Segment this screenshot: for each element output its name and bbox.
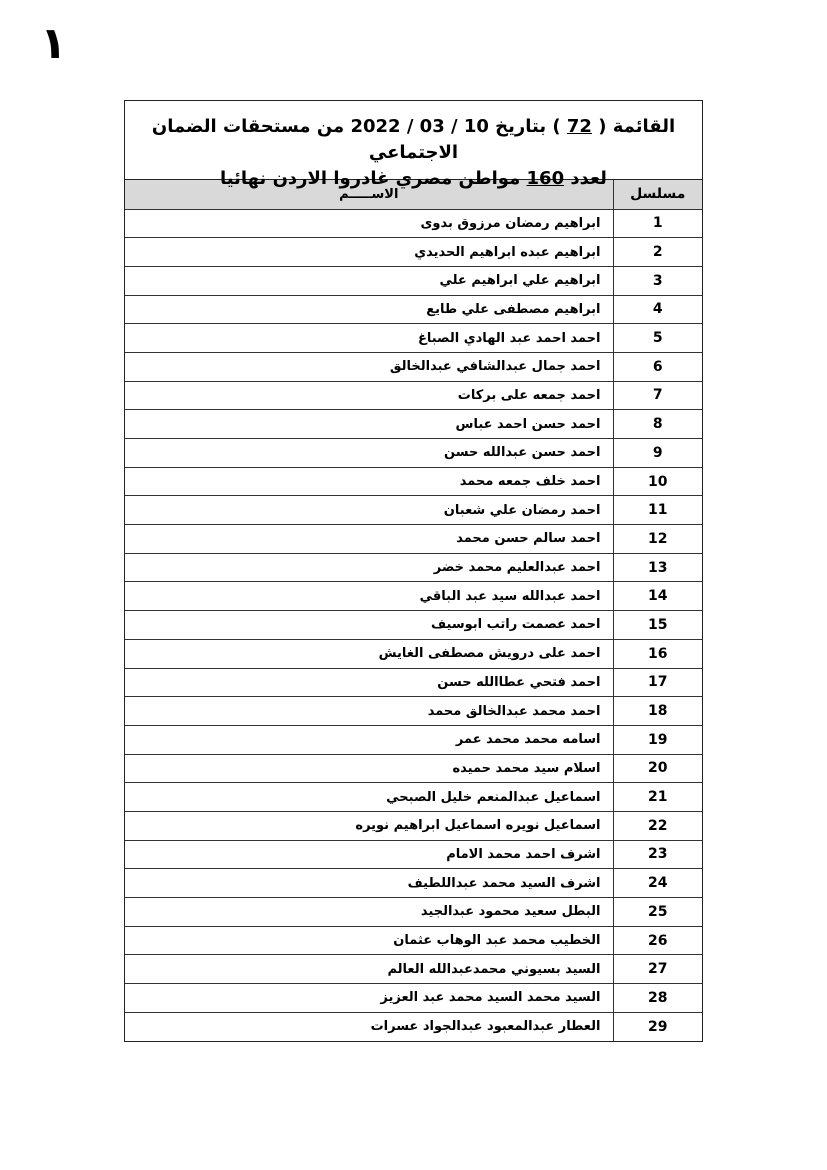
table-row	[125, 209, 702, 238]
count-suffix: مواطن مصري غادروا الاردن نهائيا	[220, 168, 521, 189]
title-suffix: ) بتاريخ 10 / 03 / 2022 من مستحقات الضمان الاجتماعي	[151, 116, 561, 163]
serial-cell: 11	[613, 496, 702, 525]
table-row	[125, 467, 702, 496]
serial-cell: 2	[613, 238, 702, 267]
name-cell: السيد محمد السيد محمد عبد العزيز	[125, 984, 613, 1013]
name-cell: احمد حسن احمد عباس	[125, 410, 613, 439]
table-row	[125, 840, 702, 869]
table-row	[125, 611, 702, 640]
table-row	[125, 324, 702, 353]
name-cell: احمد حسن عبدالله حسن	[125, 439, 613, 468]
table-row	[125, 238, 702, 267]
title-prefix: القائمة (	[598, 116, 676, 137]
serial-cell: 1	[613, 209, 702, 238]
header-name: الاســـــم	[125, 180, 613, 209]
name-cell: البطل سعيد محمود عبدالجيد	[125, 898, 613, 927]
serial-cell: 29	[613, 1012, 702, 1041]
name-cell: ابراهيم علي ابراهيم علي	[125, 266, 613, 295]
name-cell: اسماعيل عبدالمنعم خليل الصبحي	[125, 783, 613, 812]
name-cell: ابراهيم عبده ابراهيم الحديدي	[125, 238, 613, 267]
serial-cell: 17	[613, 668, 702, 697]
table-row	[125, 582, 702, 611]
table-row	[125, 496, 702, 525]
name-cell: احمد عبدالله سيد عبد الباقي	[125, 582, 613, 611]
serial-cell: 18	[613, 697, 702, 726]
serial-cell: 7	[613, 381, 702, 410]
serial-cell: 26	[613, 926, 702, 955]
table-row	[125, 381, 702, 410]
name-cell: اشرف احمد محمد الامام	[125, 840, 613, 869]
table-row	[125, 955, 702, 984]
list-number: 72	[566, 116, 592, 137]
table-row	[125, 295, 702, 324]
names-table	[125, 180, 702, 1041]
serial-cell: 3	[613, 266, 702, 295]
name-cell: احمد محمد عبدالخالق محمد	[125, 697, 613, 726]
name-cell: احمد جمال عبدالشافي عبدالخالق	[125, 352, 613, 381]
serial-cell: 4	[613, 295, 702, 324]
serial-cell: 13	[613, 553, 702, 582]
name-cell: احمد خلف جمعه محمد	[125, 467, 613, 496]
table-row	[125, 352, 702, 381]
serial-cell: 10	[613, 467, 702, 496]
table-row	[125, 697, 702, 726]
table-row	[125, 783, 702, 812]
table-row	[125, 439, 702, 468]
name-cell: ابراهيم رمضان مرزوق بدوى	[125, 209, 613, 238]
table-row	[125, 811, 702, 840]
serial-cell: 16	[613, 639, 702, 668]
serial-cell: 21	[613, 783, 702, 812]
serial-cell: 24	[613, 869, 702, 898]
serial-cell: 8	[613, 410, 702, 439]
table-row	[125, 266, 702, 295]
name-cell: الخطيب محمد عبد الوهاب عثمان	[125, 926, 613, 955]
name-cell: احمد فتحي عطاالله حسن	[125, 668, 613, 697]
table-row	[125, 926, 702, 955]
serial-cell: 19	[613, 725, 702, 754]
table-row	[125, 410, 702, 439]
serial-cell: 25	[613, 898, 702, 927]
citizen-count: 160	[526, 168, 565, 189]
header-serial: مسلسل	[613, 180, 702, 209]
serial-cell: 6	[613, 352, 702, 381]
name-cell: احمد جمعه على بركات	[125, 381, 613, 410]
name-cell: احمد على درويش مصطفى الغايش	[125, 639, 613, 668]
table-row	[125, 725, 702, 754]
name-cell: السيد بسيوني محمدعبدالله العالم	[125, 955, 613, 984]
serial-cell: 9	[613, 439, 702, 468]
name-cell: ابراهيم مصطفى علي طايع	[125, 295, 613, 324]
beneficiary-list	[124, 100, 703, 1042]
serial-cell: 15	[613, 611, 702, 640]
name-cell: احمد عبدالعليم محمد خضر	[125, 553, 613, 582]
table-row	[125, 984, 702, 1013]
table-row	[125, 553, 702, 582]
table-row	[125, 898, 702, 927]
page-number: ١	[40, 18, 67, 69]
serial-cell: 14	[613, 582, 702, 611]
serial-cell: 5	[613, 324, 702, 353]
name-cell: احمد سالم حسن محمد	[125, 525, 613, 554]
serial-cell: 28	[613, 984, 702, 1013]
table-row	[125, 1012, 702, 1041]
list-title	[125, 101, 702, 189]
name-cell: اسماعيل نويره اسماعيل ابراهيم نويره	[125, 811, 613, 840]
serial-cell: 27	[613, 955, 702, 984]
serial-cell: 23	[613, 840, 702, 869]
serial-cell: 22	[613, 811, 702, 840]
title-line-1	[125, 114, 702, 166]
name-cell: احمد رمضان علي شعبان	[125, 496, 613, 525]
table-row	[125, 639, 702, 668]
table-row	[125, 668, 702, 697]
name-cell: العطار عبدالمعبود عبدالجواد عسرات	[370, 1019, 601, 1035]
table-row	[125, 754, 702, 783]
name-cell: اسلام سيد محمد حميده	[125, 754, 613, 783]
name-cell: اشرف السيد محمد عبداللطيف	[125, 869, 613, 898]
table-row	[125, 869, 702, 898]
serial-cell: 12	[613, 525, 702, 554]
serial-cell: 20	[613, 754, 702, 783]
name-cell: احمد عصمت راتب ابوسيف	[125, 611, 613, 640]
table-row	[125, 525, 702, 554]
name-cell: اسامه محمد محمد عمر	[125, 725, 613, 754]
count-prefix: لعدد	[570, 168, 607, 189]
name-cell: احمد احمد عبد الهادي الصباغ	[125, 324, 613, 353]
